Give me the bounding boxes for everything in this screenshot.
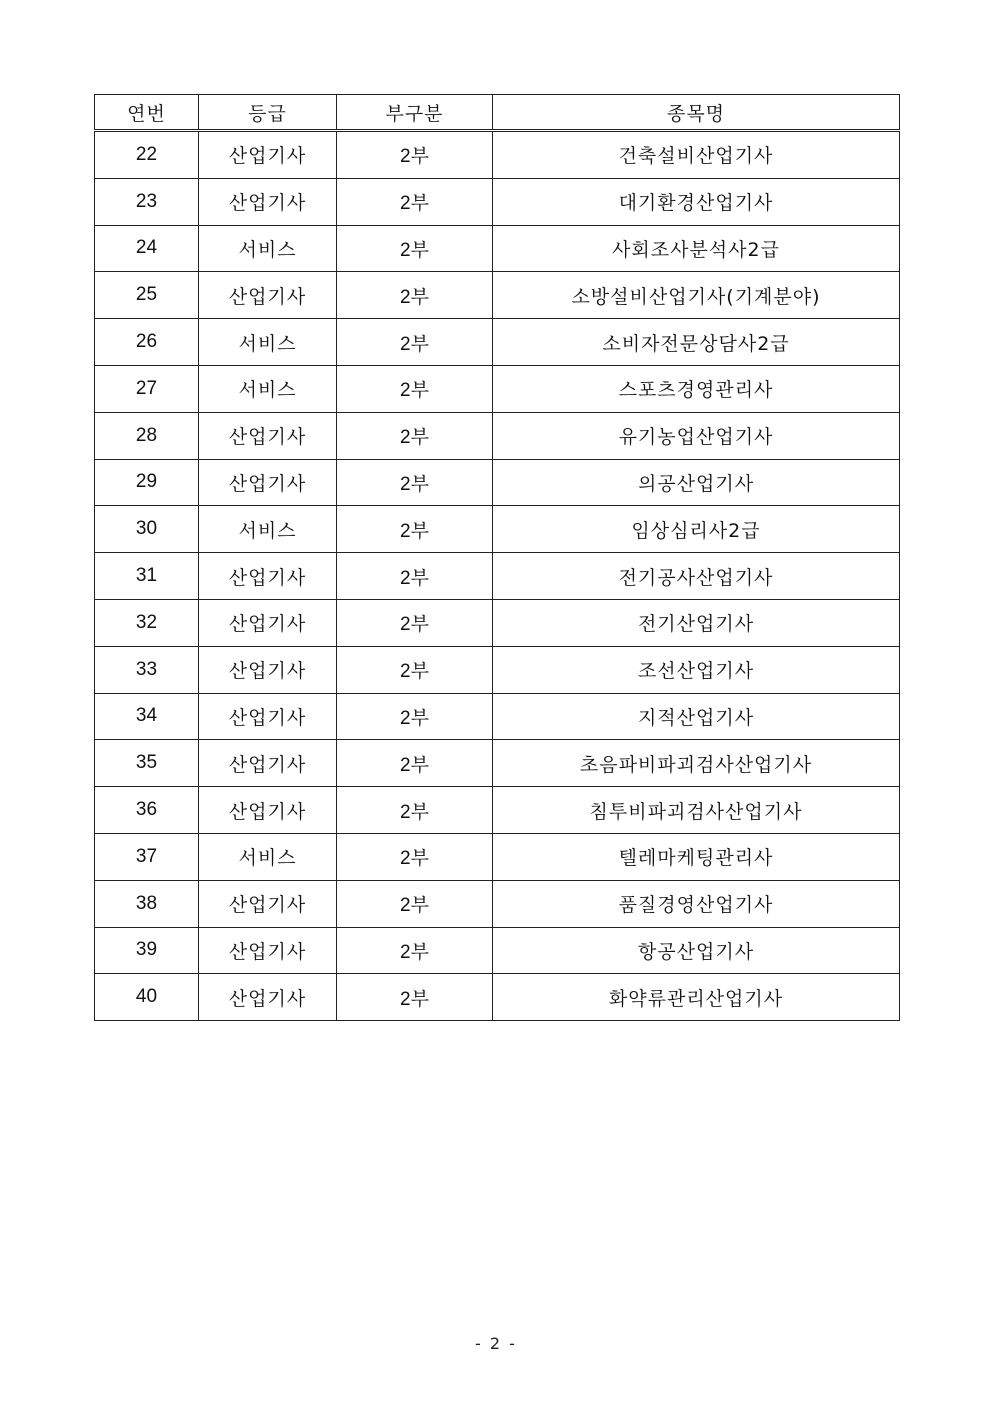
row-part: 2부 [337,787,493,834]
table-row [95,599,900,646]
row-part: 2부 [337,693,493,740]
row-part: 2부 [337,412,493,459]
row-part: 2부 [337,131,493,179]
row-name: 스포츠경영관리사 [493,365,900,412]
header-grade: 등급 [199,95,337,131]
row-number: 22 [95,131,199,179]
row-number: 31 [95,553,199,600]
row-number: 28 [95,412,199,459]
row-part: 2부 [337,833,493,880]
row-grade: 산업기사 [199,787,337,834]
table-row [95,131,900,179]
row-number: 30 [95,506,199,553]
row-part: 2부 [337,319,493,366]
table-row [95,178,900,225]
row-grade: 산업기사 [199,740,337,787]
table-row [95,787,900,834]
row-number: 38 [95,880,199,927]
row-number: 37 [95,833,199,880]
row-number: 40 [95,974,199,1021]
table-row [95,880,900,927]
row-part: 2부 [337,365,493,412]
table-row [95,225,900,272]
row-name: 전기공사산업기사 [493,553,900,600]
row-grade: 서비스 [199,225,337,272]
row-grade: 산업기사 [199,646,337,693]
row-grade: 산업기사 [199,178,337,225]
table-row [95,459,900,506]
row-part: 2부 [337,272,493,319]
table-row [95,646,900,693]
header-no: 연번 [95,95,199,131]
table-row [95,365,900,412]
table-row [95,506,900,553]
row-number: 23 [95,178,199,225]
row-name: 텔레마케팅관리사 [493,833,900,880]
row-name: 품질경영산업기사 [493,880,900,927]
row-part: 2부 [337,740,493,787]
row-name: 유기농업산업기사 [493,412,900,459]
row-part: 2부 [337,599,493,646]
row-name: 전기산업기사 [493,599,900,646]
row-grade: 산업기사 [199,459,337,506]
table-row [95,553,900,600]
row-grade: 산업기사 [199,599,337,646]
page-number: - 2 - [475,1334,517,1353]
row-name: 대기환경산업기사 [493,178,900,225]
row-number: 32 [95,599,199,646]
row-grade: 산업기사 [199,880,337,927]
row-part: 2부 [337,553,493,600]
row-name: 화약류관리산업기사 [493,974,900,1021]
table-row [95,833,900,880]
row-number: 24 [95,225,199,272]
row-part: 2부 [337,880,493,927]
row-number: 34 [95,693,199,740]
row-part: 2부 [337,927,493,974]
table-header [95,95,900,131]
row-grade: 산업기사 [199,272,337,319]
row-grade: 서비스 [199,506,337,553]
row-name: 의공산업기사 [493,459,900,506]
header-name: 종목명 [493,95,900,131]
table-body [95,131,900,1021]
row-name: 침투비파괴검사산업기사 [493,787,900,834]
row-number: 26 [95,319,199,366]
row-number: 35 [95,740,199,787]
row-name: 임상심리사2급 [493,506,900,553]
row-grade: 산업기사 [199,693,337,740]
row-name: 지적산업기사 [493,693,900,740]
row-grade: 산업기사 [199,927,337,974]
row-number: 27 [95,365,199,412]
header-part: 부구분 [337,95,493,131]
table-row [95,693,900,740]
table-row [95,272,900,319]
row-name: 소비자전문상담사2급 [493,319,900,366]
row-grade: 서비스 [199,365,337,412]
row-number: 29 [95,459,199,506]
row-part: 2부 [337,974,493,1021]
row-part: 2부 [337,225,493,272]
row-grade: 산업기사 [199,131,337,179]
table-row [95,319,900,366]
row-part: 2부 [337,459,493,506]
row-name: 초음파비파괴검사산업기사 [493,740,900,787]
row-name: 항공산업기사 [493,927,900,974]
header-row [95,95,900,131]
row-grade: 산업기사 [199,974,337,1021]
row-number: 36 [95,787,199,834]
table-row [95,412,900,459]
row-grade: 산업기사 [199,553,337,600]
row-number: 33 [95,646,199,693]
row-grade: 산업기사 [199,412,337,459]
row-grade: 서비스 [199,833,337,880]
row-name: 소방설비산업기사(기계분야) [493,272,900,319]
row-number: 39 [95,927,199,974]
row-number: 25 [95,272,199,319]
row-grade: 서비스 [199,319,337,366]
qualification-table [94,94,900,1021]
row-name: 사회조사분석사2급 [493,225,900,272]
row-name: 조선산업기사 [493,646,900,693]
table-row [95,974,900,1021]
row-part: 2부 [337,178,493,225]
table-row [95,740,900,787]
table-row [95,927,900,974]
row-name: 건축설비산업기사 [493,131,900,179]
row-part: 2부 [337,506,493,553]
row-part: 2부 [337,646,493,693]
